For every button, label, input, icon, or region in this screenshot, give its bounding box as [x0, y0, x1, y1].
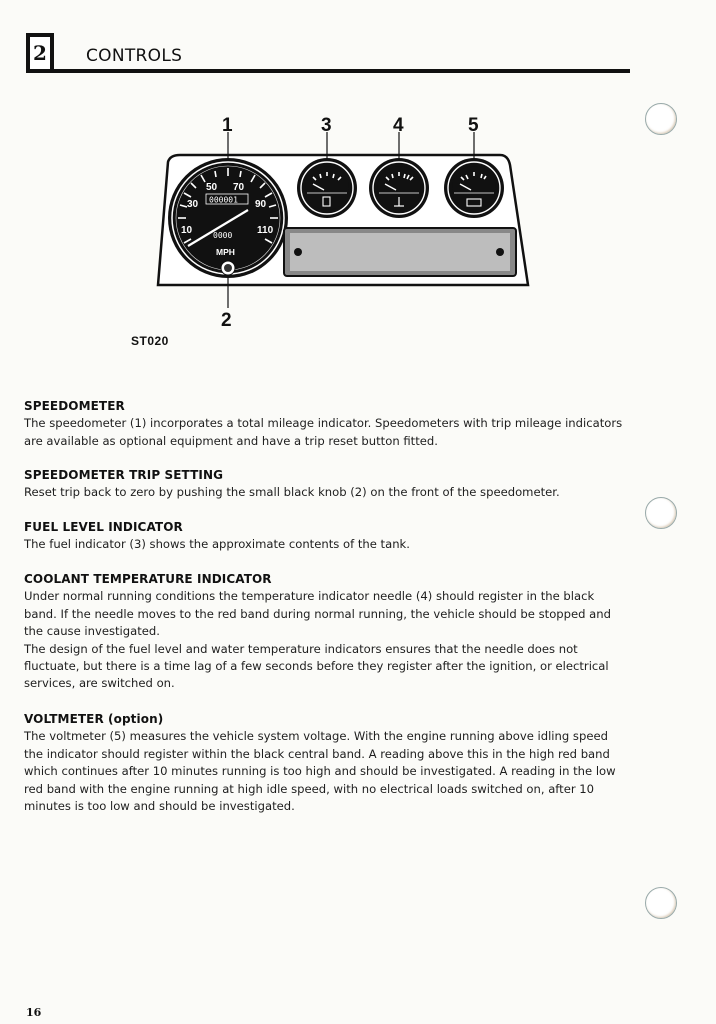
section-heading: COOLANT TEMPERATURE INDICATOR — [24, 572, 272, 586]
svg-text:MPH: MPH — [216, 247, 235, 257]
speedometer-gauge — [168, 158, 288, 278]
warning-light-panel — [284, 228, 516, 276]
svg-text:000001: 000001 — [209, 195, 238, 205]
svg-text:30: 30 — [187, 199, 199, 210]
section-paragraph: The fuel indicator (3) shows the approximate contents of the tank. — [24, 537, 410, 552]
section-voltmeter — [24, 711, 624, 815]
svg-text:70: 70 — [233, 182, 245, 193]
header-rule — [52, 69, 630, 73]
section-heading: VOLTMETER (option) — [24, 712, 164, 726]
chapter-number-box — [26, 33, 54, 73]
callout-5: 5 — [468, 115, 479, 136]
punch-hole-top — [645, 103, 677, 135]
section-coolant-temperature — [24, 571, 624, 693]
coolant-temperature-gauge — [369, 158, 429, 218]
callout-1: 1 — [222, 115, 233, 136]
section-heading: SPEEDOMETER TRIP SETTING — [24, 468, 224, 482]
instrument-panel-diagram — [140, 110, 540, 350]
punch-hole-bottom — [645, 887, 677, 919]
section-heading: SPEEDOMETER — [24, 399, 125, 413]
section-trip-setting — [24, 467, 624, 502]
svg-text:50: 50 — [206, 182, 218, 193]
svg-text:10: 10 — [181, 225, 193, 236]
callout-2: 2 — [221, 310, 232, 331]
section-paragraph: The design of the fuel level and water temperature indicators ensures that the needle does not fluctuate, but there is a time lag of a few seconds before they register after the ignition, or electrical services, are switched on. — [24, 641, 609, 691]
section-heading: FUEL LEVEL INDICATOR — [24, 520, 183, 534]
section-paragraph: Reset trip back to zero by pushing the small black knob (2) on the front of the speedometer. — [24, 485, 560, 500]
page-number: 16 — [26, 1006, 42, 1019]
fuel-gauge — [297, 158, 357, 218]
figure-code: ST020 — [131, 334, 169, 348]
callout-3: 3 — [321, 115, 332, 136]
svg-text:0000: 0000 — [213, 231, 233, 240]
punch-hole-middle — [645, 497, 677, 529]
svg-text:90: 90 — [255, 199, 267, 210]
callout-4: 4 — [393, 115, 404, 136]
chapter-title: CONTROLS — [86, 46, 183, 66]
section-paragraph: The speedometer (1) incorporates a total mileage indicator. Speedometers with trip mileage indicators are available as optional equipment and have a trip reset button fitted. — [24, 416, 623, 448]
svg-text:110: 110 — [257, 225, 274, 236]
voltmeter-gauge — [444, 158, 504, 218]
chapter-number: 2 — [33, 41, 47, 65]
section-fuel-level — [24, 519, 624, 554]
section-paragraph: The voltmeter (5) measures the vehicle system voltage. With the engine running above idling speed the indicator should register within the black central band. A reading above this in the high red band which continues after 10 minutes running is too high and should be investigated. A reading in the low red band with the engine running at high idle speed, with no electrical loads switched on, after 10 minutes is too low and should be investigated. — [24, 729, 616, 814]
section-speedometer — [24, 398, 624, 450]
section-paragraph: Under normal running conditions the temperature indicator needle (4) should register in the black band. If the needle moves to the red band during normal running, the vehicle should be stopped and the cause investigated. — [24, 589, 611, 639]
